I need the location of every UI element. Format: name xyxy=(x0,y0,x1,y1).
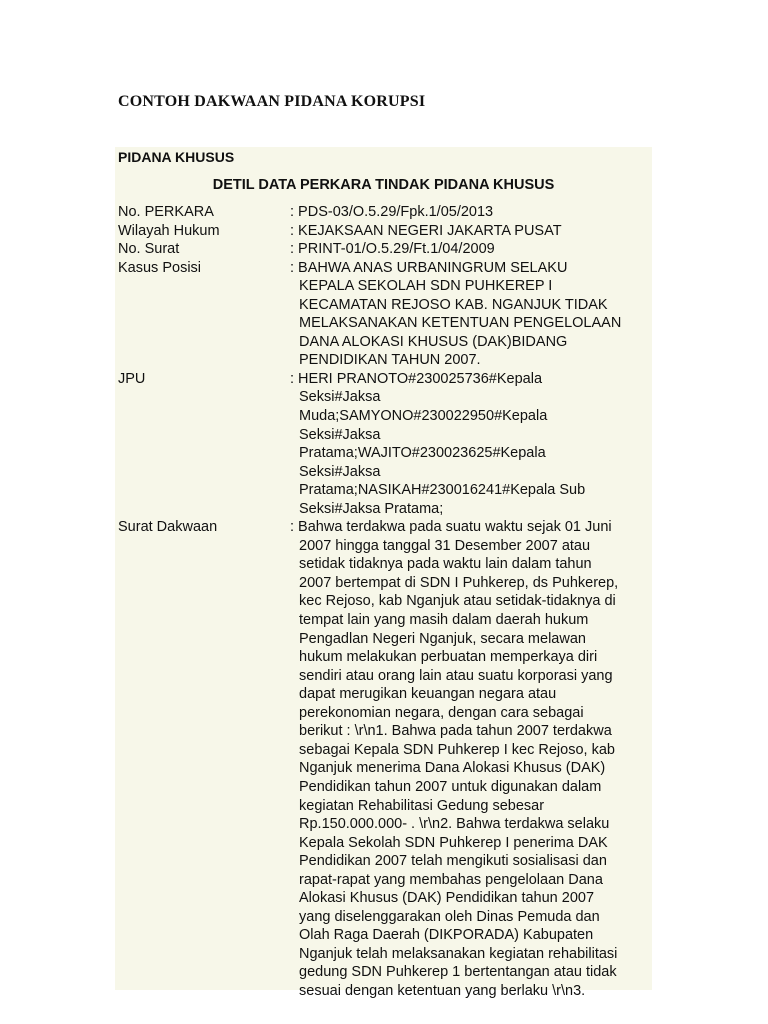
value-line: Seksi#Jaksa xyxy=(299,463,381,480)
value-line: 2007 hingga tanggal 31 Desember 2007 atau xyxy=(299,537,591,554)
row-label: JPU xyxy=(118,370,146,387)
value-line: Pratama;WAJITO#230023625#Kepala xyxy=(299,445,546,462)
value-line: yang diselenggarakan oleh Dinas Pemuda dan xyxy=(299,908,600,925)
value-line: sendiri atau orang lain atau suatu korporasi yang xyxy=(299,667,613,684)
value-line: Nganjuk telah melaksanakan kegiatan rehabilitasi xyxy=(299,945,618,962)
row-label: No. PERKARA xyxy=(118,204,214,220)
value-line: MELAKSANAKAN KETENTUAN PENGELOLAAN xyxy=(299,315,622,332)
value-line: Nganjuk menerima Dana Alokasi Khusus (DAK) xyxy=(299,760,606,777)
table-row xyxy=(118,259,652,370)
value-line: Pendidikan tahun 2007 untuk digunakan dalam xyxy=(299,778,602,795)
value-line: 2007 bertempat di SDN I Puhkerep, ds Puhkerep, xyxy=(299,574,619,591)
value-line: Seksi#Jaksa Pratama; xyxy=(299,500,444,517)
value-line: Alokasi Khusus (DAK) Pendidikan tahun 2007 xyxy=(299,890,595,907)
row-value xyxy=(290,240,652,259)
table-row xyxy=(118,518,652,1000)
value-line: rapat-rapat yang membahas pengelolaan Dana xyxy=(299,871,603,888)
value-line: KEPALA SEKOLAH SDN PUHKEREP I xyxy=(299,278,553,295)
row-value xyxy=(290,518,652,1000)
value-line: Pratama;NASIKAH#230016241#Kepala Sub xyxy=(299,482,586,499)
value-line: : BAHWA ANAS URBANINGRUM SELAKU xyxy=(290,259,568,276)
table-heading: DETIL DATA PERKARA TINDAK PIDANA KHUSUS xyxy=(212,177,555,193)
value-line: Rp.150.000.000- . \r\n2. Bahwa terdakwa selaku xyxy=(299,816,610,833)
value-line: setidak tidaknya pada waktu lain dalam tahun xyxy=(299,556,592,573)
document-title: CONTOH DAKWAAN PIDANA KORUPSI xyxy=(118,93,426,110)
value-line: PENDIDIKAN TAHUN 2007. xyxy=(299,352,481,369)
value-line: Seksi#Jaksa xyxy=(299,426,381,443)
value-line: perekonomian negara, dengan cara sebagai xyxy=(299,704,584,721)
value-line: : HERI PRANOTO#230025736#Kepala xyxy=(290,370,543,387)
case-detail-table xyxy=(118,203,652,1001)
row-label: Surat Dakwaan xyxy=(118,519,218,536)
value-line: : KEJAKSAAN NEGERI JAKARTA PUSAT xyxy=(290,222,562,239)
value-line: : PDS-03/O.5.29/Fpk.1/05/2013 xyxy=(290,204,494,220)
table-row xyxy=(118,240,652,259)
value-line: hukum melakukan perbuatan memperkaya diri xyxy=(299,649,598,666)
value-line: kec Rejoso, kab Nganjuk atau setidak-tidaknya di xyxy=(299,593,616,610)
table-row xyxy=(118,203,652,222)
row-value xyxy=(290,222,652,241)
row-label: Wilayah Hukum xyxy=(118,222,220,239)
value-line: Pendidikan 2007 telah mengikuti sosialisasi dan xyxy=(299,853,607,870)
row-label: No. Surat xyxy=(118,241,180,258)
value-line: sebagai Kepala SDN Puhkerep I kec Rejoso, kab xyxy=(299,741,615,758)
row-value xyxy=(290,203,652,222)
value-line: DANA ALOKASI KHUSUS (DAK)BIDANG xyxy=(299,333,568,350)
row-value xyxy=(290,259,652,370)
value-line: Muda;SAMYONO#230022950#Kepala xyxy=(299,408,548,425)
value-line: Seksi#Jaksa xyxy=(299,389,381,406)
value-line: gedung SDN Puhkerep 1 bertentangan atau tidak xyxy=(299,964,617,981)
value-line: sesuai dengan ketentuan yang berlaku \r\n3. xyxy=(299,982,586,999)
value-line: : PRINT-01/O.5.29/Ft.1/04/2009 xyxy=(290,241,495,258)
value-line: tempat lain yang masih dalam daerah hukum xyxy=(299,612,589,629)
value-line: berikut : \r\n1. Bahwa pada tahun 2007 terdakwa xyxy=(299,723,612,740)
value-line: Kepala Sekolah SDN Puhkerep I penerima DAK xyxy=(299,834,608,851)
table-row xyxy=(118,222,652,241)
value-line: kegiatan Rehabilitasi Gedung sebesar xyxy=(299,797,545,814)
row-label: Kasus Posisi xyxy=(118,259,202,276)
table-row xyxy=(118,370,652,518)
section-label: PIDANA KHUSUS xyxy=(118,149,235,165)
value-line: Olah Raga Daerah (DIKPORADA) Kabupaten xyxy=(299,927,594,944)
value-line: KECAMATAN REJOSO KAB. NGANJUK TIDAK xyxy=(299,296,608,313)
value-line: Pengadlan Negeri Nganjuk, secara melawan xyxy=(299,630,586,647)
value-line: dapat merugikan keuangan negara atau xyxy=(299,686,557,703)
row-value xyxy=(290,370,652,518)
value-line: : Bahwa terdakwa pada suatu waktu sejak 01 Juni xyxy=(290,519,612,536)
